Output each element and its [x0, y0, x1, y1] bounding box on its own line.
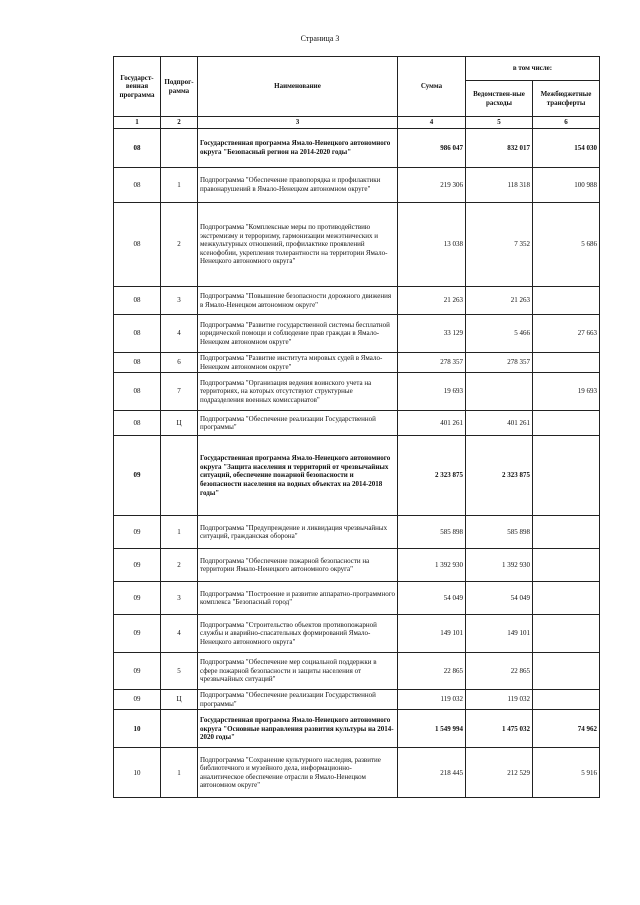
program-name-cell: Государственная программа Ямало-Ненецкого автономного округа "Защита населения и территорий от чрезвычайных ситуаций, обеспечение пожарной безопасности и безопасности населения на водных объектах на 2014-2018 годы" — [198, 436, 398, 516]
transfer-cell — [533, 353, 600, 373]
transfer-cell: 74 962 — [533, 710, 600, 748]
header-name: Наименование — [198, 57, 398, 117]
sum-cell: 1 392 930 — [398, 549, 466, 582]
sum-cell: 54 049 — [398, 582, 466, 615]
transfer-cell — [533, 516, 600, 549]
transfer-cell: 5 916 — [533, 748, 600, 798]
program-code-cell: 10 — [114, 710, 161, 748]
header-departmental: Ведомствен-ные расходы — [466, 81, 533, 117]
program-code-cell: 09 — [114, 690, 161, 710]
departmental-cell: 401 261 — [466, 411, 533, 436]
sum-cell: 585 898 — [398, 516, 466, 549]
program-name-cell: Подпрограмма "Повышение безопасности дорожного движения в Ямало-Ненецком автономном округе" — [198, 287, 398, 315]
departmental-cell: 212 529 — [466, 748, 533, 798]
program-name-cell: Подпрограмма "Обеспечение пожарной безопасности на территории Ямало-Ненецкого автономного округа" — [198, 549, 398, 582]
departmental-cell — [466, 373, 533, 411]
transfer-cell: 27 663 — [533, 315, 600, 353]
sum-cell: 22 865 — [398, 653, 466, 690]
page-label: Страница 3 — [300, 34, 340, 43]
header-number: 5 — [466, 117, 533, 129]
table-header — [114, 57, 600, 129]
table-row — [114, 690, 600, 710]
transfer-cell — [533, 582, 600, 615]
table-row — [114, 615, 600, 653]
header-sum: Сумма — [398, 57, 466, 117]
program-code-cell: 09 — [114, 653, 161, 690]
subprogram-code-cell: 5 — [161, 653, 198, 690]
program-name-cell: Подпрограмма "Строительство объектов противопожарной службы и аварийно-спасательных формирований Ямало-Ненецкого автономного округа" — [198, 615, 398, 653]
subprogram-code-cell: 3 — [161, 582, 198, 615]
program-code-cell: 09 — [114, 549, 161, 582]
program-name-cell: Подпрограмма "Сохранение культурного наследия, развитие библиотечного и музейного дела, информационно-аналитическое обеспечение отрасли в Ямало-Ненецком автономном округе" — [198, 748, 398, 798]
departmental-cell: 278 357 — [466, 353, 533, 373]
table-row — [114, 411, 600, 436]
sum-cell: 33 129 — [398, 315, 466, 353]
program-code-cell: 09 — [114, 516, 161, 549]
program-name-cell: Подпрограмма "Предупреждение и ликвидация чрезвычайных ситуаций, гражданская оборона" — [198, 516, 398, 549]
sum-cell: 149 101 — [398, 615, 466, 653]
transfer-cell: 100 988 — [533, 168, 600, 203]
table-row — [114, 353, 600, 373]
table-row — [114, 287, 600, 315]
table-row — [114, 516, 600, 549]
departmental-cell: 21 263 — [466, 287, 533, 315]
table-row — [114, 748, 600, 798]
departmental-cell: 832 017 — [466, 129, 533, 168]
subprogram-code-cell — [161, 436, 198, 516]
departmental-cell: 1 392 930 — [466, 549, 533, 582]
sum-cell: 119 032 — [398, 690, 466, 710]
program-code-cell: 09 — [114, 582, 161, 615]
departmental-cell: 5 466 — [466, 315, 533, 353]
departmental-cell: 585 898 — [466, 516, 533, 549]
subprogram-code-cell — [161, 129, 198, 168]
program-code-cell: 08 — [114, 411, 161, 436]
subprogram-code-cell: 2 — [161, 549, 198, 582]
subprogram-code-cell: 1 — [161, 748, 198, 798]
program-code-cell: 08 — [114, 203, 161, 287]
header-number: 2 — [161, 117, 198, 129]
sum-cell: 1 549 994 — [398, 710, 466, 748]
table-row — [114, 710, 600, 748]
subprogram-code-cell: 2 — [161, 203, 198, 287]
program-name-cell: Подпрограмма "Обеспечение мер социальной поддержки в сфере пожарной безопасности и защиты населения от чрезвычайных ситуаций" — [198, 653, 398, 690]
program-code-cell: 08 — [114, 168, 161, 203]
header-transfers: Межбюджетные трансферты — [533, 81, 600, 117]
program-name-cell: Подпрограмма "Комплексные меры по противодействию экстремизму и терроризму, гармонизации межэтнических и межкультурных отношений, профилактике проявлений ксенофобии, укрепления толерантности на территории Ямало-Ненецкого автономного округа" — [198, 203, 398, 287]
header-subprogram: Подпрог-рамма — [161, 57, 198, 117]
program-code-cell: 08 — [114, 129, 161, 168]
table-row — [114, 168, 600, 203]
sum-cell: 21 263 — [398, 287, 466, 315]
program-code-cell: 08 — [114, 373, 161, 411]
table-row — [114, 315, 600, 353]
sum-cell: 219 306 — [398, 168, 466, 203]
header-program: Государст-венная программа — [114, 57, 161, 117]
sum-cell: 13 038 — [398, 203, 466, 287]
departmental-cell: 119 032 — [466, 690, 533, 710]
subprogram-code-cell: Ц — [161, 690, 198, 710]
sum-cell: 401 261 — [398, 411, 466, 436]
program-name-cell: Государственная программа Ямало-Ненецкого автономного округа "Безопасный регион на 2014-2020 годы" — [198, 129, 398, 168]
subprogram-code-cell: 7 — [161, 373, 198, 411]
header-number: 1 — [114, 117, 161, 129]
sum-cell: 278 357 — [398, 353, 466, 373]
program-code-cell: 10 — [114, 748, 161, 798]
table-body — [114, 129, 600, 798]
transfer-cell — [533, 287, 600, 315]
program-code-cell: 08 — [114, 315, 161, 353]
program-name-cell: Подпрограмма "Развитие государственной системы бесплатной юридической помощи и соблюдение прав граждан в Ямало-Ненецком автономном округе" — [198, 315, 398, 353]
subprogram-code-cell: 3 — [161, 287, 198, 315]
table-row — [114, 653, 600, 690]
departmental-cell: 7 352 — [466, 203, 533, 287]
program-code-cell: 09 — [114, 615, 161, 653]
table-row — [114, 373, 600, 411]
program-name-cell: Подпрограмма "Обеспечение реализации Государственной программы" — [198, 690, 398, 710]
transfer-cell — [533, 615, 600, 653]
table-row — [114, 582, 600, 615]
program-code-cell: 08 — [114, 353, 161, 373]
transfer-cell: 19 693 — [533, 373, 600, 411]
transfer-cell: 154 030 — [533, 129, 600, 168]
header-number: 3 — [198, 117, 398, 129]
program-name-cell: Подпрограмма "Обеспечение правопорядка и профилактики правонарушений в Ямало-Ненецком автономном округе" — [198, 168, 398, 203]
sum-cell: 218 445 — [398, 748, 466, 798]
sum-cell: 19 693 — [398, 373, 466, 411]
transfer-cell — [533, 653, 600, 690]
departmental-cell: 22 865 — [466, 653, 533, 690]
subprogram-code-cell: 6 — [161, 353, 198, 373]
header-number: 4 — [398, 117, 466, 129]
departmental-cell: 54 049 — [466, 582, 533, 615]
subprogram-code-cell: 1 — [161, 516, 198, 549]
program-name-cell: Подпрограмма "Развитие института мировых судей в Ямало-Ненецком автономном округе" — [198, 353, 398, 373]
table-row — [114, 129, 600, 168]
subprogram-code-cell: Ц — [161, 411, 198, 436]
transfer-cell — [533, 690, 600, 710]
subprogram-code-cell: 4 — [161, 315, 198, 353]
subprogram-code-cell: 1 — [161, 168, 198, 203]
transfer-cell — [533, 549, 600, 582]
transfer-cell: 5 686 — [533, 203, 600, 287]
program-name-cell: Подпрограмма "Обеспечение реализации Государственной программы" — [198, 411, 398, 436]
transfer-cell — [533, 411, 600, 436]
departmental-cell: 1 475 032 — [466, 710, 533, 748]
header-number: 6 — [533, 117, 600, 129]
budget-table — [113, 56, 600, 798]
subprogram-code-cell: 4 — [161, 615, 198, 653]
table-row — [114, 436, 600, 516]
departmental-cell: 149 101 — [466, 615, 533, 653]
header-group: в том числе: — [466, 57, 600, 81]
departmental-cell: 118 318 — [466, 168, 533, 203]
program-code-cell: 09 — [114, 436, 161, 516]
table-row — [114, 549, 600, 582]
program-name-cell: Подпрограмма "Построение и развитие аппаратно-программного комплекса "Безопасный город" — [198, 582, 398, 615]
transfer-cell — [533, 436, 600, 516]
program-code-cell: 08 — [114, 287, 161, 315]
table-row — [114, 203, 600, 287]
sum-cell: 2 323 875 — [398, 436, 466, 516]
program-name-cell: Государственная программа Ямало-Ненецкого автономного округа "Основные направления развития культуры на 2014-2020 годы" — [198, 710, 398, 748]
program-name-cell: Подпрограмма "Организация ведения воинского учета на территориях, на которых отсутствуют структурные подразделения военных комиссариатов" — [198, 373, 398, 411]
subprogram-code-cell — [161, 710, 198, 748]
departmental-cell: 2 323 875 — [466, 436, 533, 516]
sum-cell: 986 047 — [398, 129, 466, 168]
